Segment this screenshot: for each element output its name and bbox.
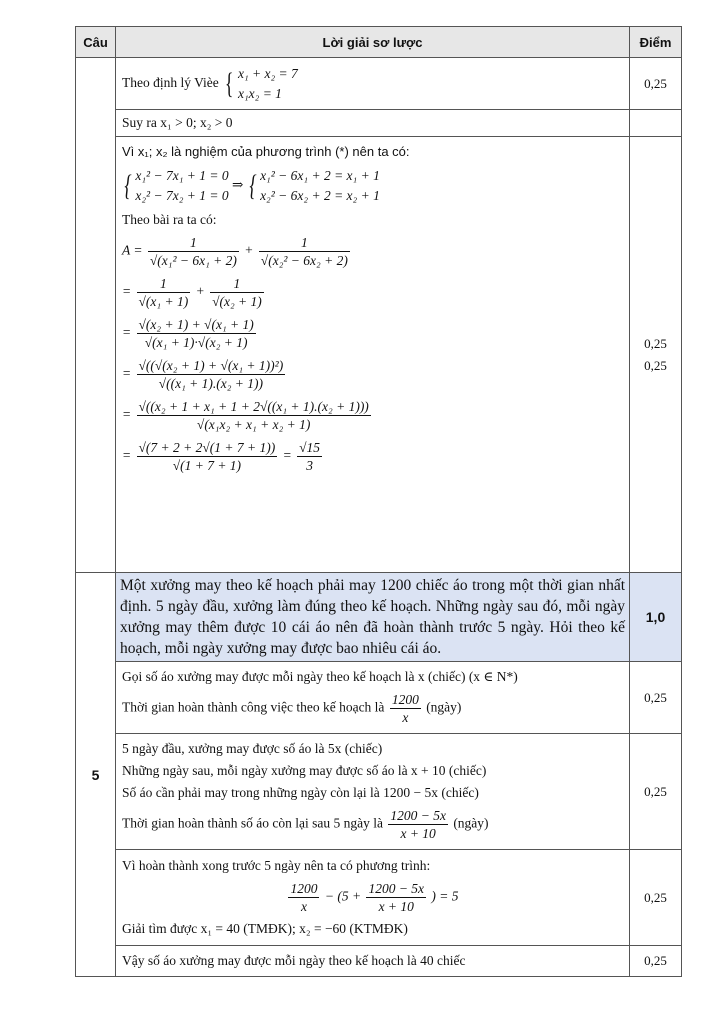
brace-symbol: { (124, 169, 132, 202)
header-cau: Câu (76, 27, 116, 58)
numerator: 1200 − 5x (390, 808, 446, 823)
intro-line: Vì x₁; x₂ là nghiệm của phương trình (*) nên ta có: (122, 144, 410, 159)
denominator: √(x₁ + 1) (138, 294, 189, 309)
table-row (76, 734, 682, 850)
numerator: √(7 + 2 + 2√(1 + 7 + 1)) (138, 440, 276, 455)
denominator: √(1 + 7 + 1) (172, 458, 242, 473)
plus-sign: + (195, 283, 205, 299)
score-cell (630, 110, 682, 137)
numerator: 1200 (290, 881, 318, 896)
numerator: √((x₂ + 1 + x₁ + 1 + 2√((x₁ + 1).(x₂ + 1))) (138, 399, 369, 414)
step-text: Thời gian hoàn thành số áo còn lại sau 5 ngày là (122, 815, 383, 831)
denominator: √(x₂² − 6x₂ + 2) (260, 253, 348, 268)
numerator: √(x₂ + 1) + √(x₁ + 1) (138, 317, 254, 332)
denominator: √(x₁² − 6x₁ + 2) (149, 253, 237, 268)
score-cell: 0,25 (630, 662, 682, 734)
question-number-cell: 5 (76, 573, 116, 977)
denominator: √(x₂ + 1) (212, 294, 262, 309)
numerator: √((√(x₂ + 1) + √(x₁ + 1))²) (138, 358, 284, 373)
eq-label: A = (122, 242, 143, 258)
fraction (390, 691, 421, 726)
fraction (297, 439, 322, 474)
equation-c (122, 313, 623, 354)
fraction (137, 439, 278, 474)
solution-cell (116, 734, 630, 850)
denominator: x (402, 710, 409, 725)
solution-cell (116, 850, 630, 946)
sys-b2: x₂² − 6x₂ + 2 = x₂ + 1 (260, 188, 380, 203)
fraction (137, 398, 371, 433)
denominator: √((x₁ + 1).(x₂ + 1)) (158, 376, 264, 391)
problem-row (76, 573, 682, 662)
fraction (388, 807, 448, 842)
solution-cell (116, 58, 630, 110)
step-line: Gọi số áo xưởng may được mỗi ngày theo kế hoạch là x (chiếc) (x ∈ N*) (122, 669, 518, 684)
equals-sign: = (282, 447, 292, 463)
fraction (137, 275, 191, 310)
solution-cell (116, 662, 630, 734)
score-cell (630, 137, 682, 573)
table-row (76, 110, 682, 137)
score-cell: 0,25 (630, 850, 682, 946)
suy-ra-text: Suy ra x₁ > 0; x₂ > 0 (122, 115, 233, 130)
solution-cell (116, 137, 630, 573)
step-line: Vì hoàn thành xong trước 5 ngày nên ta có phương trình: (122, 858, 431, 873)
eq-text: ) = 5 (431, 888, 459, 904)
sys-a1: x₁² − 7x₁ + 1 = 0 (135, 168, 229, 183)
numerator: 1 (137, 275, 191, 293)
fraction (137, 357, 286, 392)
step-line (122, 804, 623, 845)
table-row (76, 137, 682, 573)
table-row (76, 662, 682, 734)
sys-b1: x₁² − 6x₁ + 2 = x₁ + 1 (260, 168, 380, 183)
solution-table (75, 26, 682, 977)
equation-f (122, 436, 623, 477)
fraction (288, 880, 319, 915)
viete-eq1: x₁ + x₂ = 7 (237, 65, 298, 81)
denominator: x (300, 899, 307, 914)
numerator: 1 (148, 234, 239, 252)
fraction (366, 880, 426, 915)
implies-symbol: ⇒ (232, 177, 244, 193)
denominator: √(x₁x₂ + x₁ + x₂ + 1) (196, 417, 311, 432)
table-header-row (76, 27, 682, 58)
equals-sign: = (122, 324, 132, 340)
problem-statement: Một xưởng may theo kế hoạch phải may 1200 chiếc áo trong một thời gian nhất định. 5 ngày đầu, xưởng làm đúng theo kế hoạch. Những ngày sau đó, mỗi ngày xưởng may thêm được 10 cái áo nên đã hoàn thành trước 5 ngày. Hỏi theo kế hoạch, mỗi ngày xưởng may được bao nhiêu cái áo. (116, 573, 630, 662)
fraction (137, 316, 256, 351)
numerator: 1200 − 5x (368, 881, 425, 896)
denominator: √(x₁ + 1)·√(x₂ + 1) (144, 335, 248, 350)
equals-sign: = (122, 447, 132, 463)
step-text: (ngày) (426, 699, 462, 715)
score-value: 0,25 (644, 357, 667, 373)
viete-text: Theo định lý Vièe (122, 74, 219, 90)
numerator: 1 (259, 234, 350, 252)
solution-cell (116, 946, 630, 977)
step-text: (ngày) (453, 815, 489, 831)
sys-a2: x₂² − 7x₂ + 1 = 0 (135, 188, 229, 203)
score-cell: 0,25 (630, 946, 682, 977)
header-diem: Điểm (630, 27, 682, 58)
equation-a (122, 231, 623, 272)
fraction (259, 234, 350, 269)
numerator: √15 (299, 440, 321, 455)
score-cell: 0,25 (630, 58, 682, 110)
problem-score: 1,0 (630, 573, 682, 662)
equation-b (122, 272, 623, 313)
step-line: 5 ngày đầu, xưởng may được số áo là 5x (chiếc) (122, 741, 383, 756)
plus-sign: + (244, 242, 254, 258)
step-line: Vậy số áo xưởng may được mỗi ngày theo kế hoạch là 40 chiếc (122, 953, 466, 968)
eq-text: − (5 + (324, 888, 362, 904)
equation-d (122, 354, 623, 395)
answer-sheet (75, 26, 682, 977)
viete-system (238, 64, 298, 104)
equals-sign: = (122, 283, 132, 299)
denominator: x + 10 (400, 826, 436, 841)
solution-cell (116, 110, 630, 137)
denominator: x + 10 (378, 899, 414, 914)
numerator: 1200 (391, 692, 419, 707)
equation-line (122, 877, 623, 918)
denominator: 3 (306, 458, 313, 473)
table-row (76, 850, 682, 946)
numerator: 1 (210, 275, 264, 293)
score-cell: 0,25 (630, 734, 682, 850)
fraction (210, 275, 264, 310)
step-line (122, 688, 623, 729)
question-number-cell (76, 58, 116, 573)
brace-symbol: { (249, 169, 257, 202)
header-loi-giai: Lời giải sơ lược (116, 27, 630, 58)
step-line: Giải tìm được x₁ = 40 (TMĐK); x₂ = −60 (KTMĐK) (122, 921, 408, 936)
score-value: 0,25 (644, 335, 667, 351)
system-line (122, 163, 623, 209)
equation-e (122, 395, 623, 436)
equals-sign: = (122, 365, 132, 381)
equals-sign: = (122, 406, 132, 422)
brace-symbol: { (225, 66, 234, 100)
viete-eq2: x₁x₂ = 1 (237, 85, 282, 101)
table-row (76, 946, 682, 977)
table-row (76, 58, 682, 110)
step-line: Những ngày sau, mỗi ngày xưởng may được số áo là x + 10 (chiếc) (122, 763, 487, 778)
fraction (148, 234, 239, 269)
theo-bai-line: Theo bài ra ta có: (122, 212, 217, 227)
step-line: Số áo cần phải may trong những ngày còn lại là 1200 − 5x (chiếc) (122, 785, 479, 800)
step-text: Thời gian hoàn thành công việc theo kế hoạch là (122, 699, 385, 715)
